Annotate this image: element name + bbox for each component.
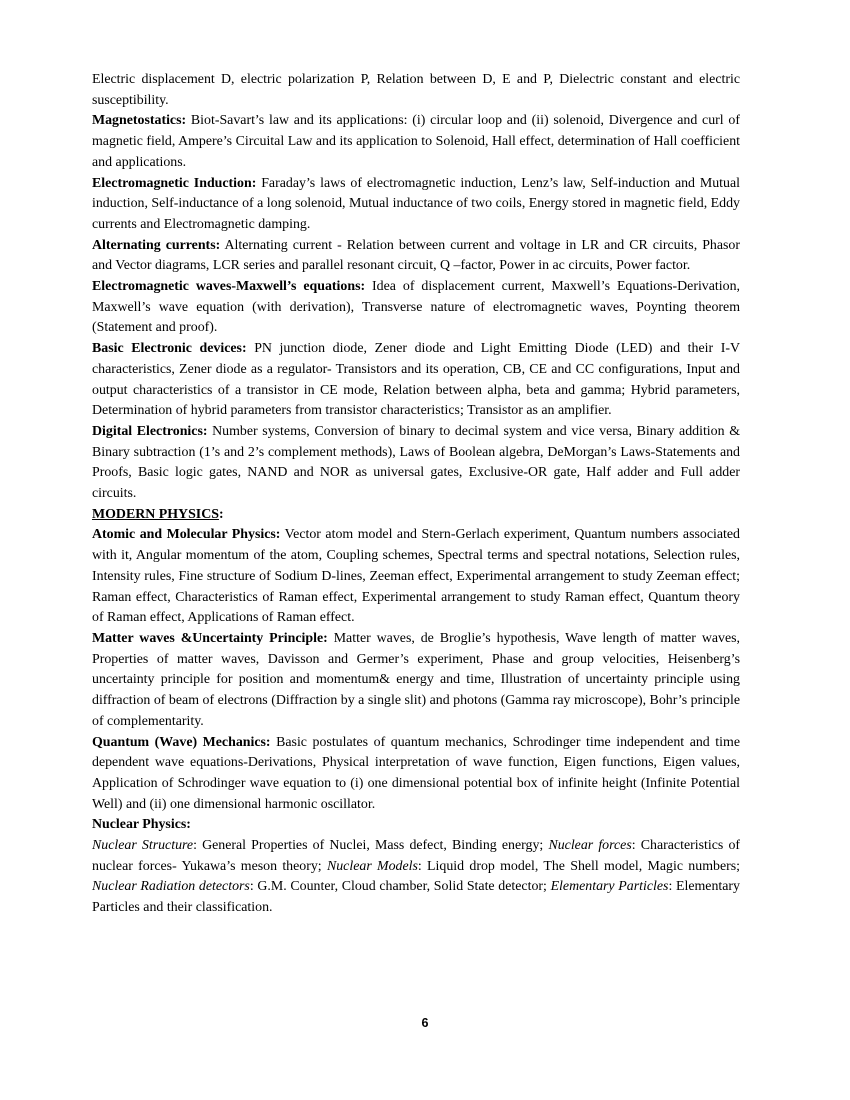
section-body: Matter waves, de Broglie’s hypothesis, Wave length of matter waves, Properties of matter waves, Davisson and Germer’s experiment, Phase and group velocities, Heisenberg’s uncertainty principle for position and momentum& energy and time, Illustration of uncertainty principle using diffraction of beam of electrons (Diffraction by a single slit) and photons (Gamma ray microscope), Bohr’s principle of complementarity. <box>92 630 740 729</box>
section-body: Alternating current - Relation between current and voltage in LR and CR circuits, Phasor and Vector diagrams, LCR series and parallel resonant circuit, Q –factor, Power in ac circuits, Power factor. <box>92 237 741 274</box>
page-number: 6 <box>421 1016 429 1030</box>
nuclear-forces-body: : Characteristics of nuclear forces- Yukawa’s meson theory; <box>92 838 741 874</box>
modern-physics-heading <box>92 505 740 526</box>
nuclear-structure-body: : General Properties of Nuclei, Mass defect, Binding energy; <box>193 838 549 854</box>
section-title: Basic Electronic devices: <box>92 341 247 357</box>
section-alternating-currents <box>92 236 740 277</box>
heading-colon: : <box>218 506 224 522</box>
nuclear-detectors-body: : G.M. Counter, Cloud chamber, Solid State detector; <box>249 879 551 895</box>
elementary-particles-body: : Elementary Particles and their classification. <box>92 879 741 916</box>
section-body: Basic postulates of quantum mechanics, Schrodinger time independent and time dependent wave equations-Derivations, Physical interpretation of wave function, Eigen functions, Eigen values, Application of Schrodinger wave equation to (i) one dimensional potential box of infinite height (Infinite Potential Well) and (ii) one dimensional harmonic oscillator. <box>92 734 740 812</box>
section-body: Faraday’s laws of electromagnetic induction, Lenz’s law, Self-induction and Mutual induction, Self-inductance of a long solenoid, Mutual inductance of two coils, Energy stored in magnetic field, Eddy currents and Electromagnetic damping. <box>92 175 740 232</box>
section-title: Magnetostatics: <box>92 113 187 129</box>
section-basic-electronic-devices <box>92 339 740 422</box>
section-title: Atomic and Molecular Physics: <box>92 527 281 543</box>
section-title: Digital Electronics: <box>92 423 208 439</box>
nuclear-physics-title: Nuclear Physics: <box>92 817 191 833</box>
section-digital-electronics <box>92 422 740 505</box>
nuclear-detectors-label: Nuclear Radiation detectors <box>92 879 250 895</box>
section-body: Biot-Savart’s law and its applications: (i) circular loop and (ii) solenoid, Divergence and curl of magnetic field, Ampere’s Circuital Law and its application to Solenoid, Hall effect, determination of Hall coefficient and applications. <box>92 113 740 170</box>
section-electromagnetic-induction <box>92 174 740 236</box>
heading-text: MODERN PHYSICS <box>92 506 219 522</box>
section-electrostatics-continued <box>92 70 740 111</box>
section-nuclear-physics <box>92 836 740 919</box>
nuclear-structure-label: Nuclear Structure <box>92 838 194 854</box>
section-maxwell-equations <box>92 277 740 339</box>
section-body: Vector atom model and Stern-Gerlach experiment, Quantum numbers associated with it, Angular momentum of the atom, Coupling schemes, Spectral terms and spectral notations, Selection rules, Intensity rules, Fine structure of Sodium D-lines, Zeeman effect, Experimental arrangement to study Zeeman effect; Raman effect, Characteristics of Raman effect, Experimental arrangement to study Raman effect, Quantum theory of Raman effect, Applications of Raman effect. <box>92 527 740 626</box>
section-title: Matter waves &Uncertainty Principle: <box>92 630 328 646</box>
elementary-particles-label: Elementary Particles <box>550 879 669 895</box>
nuclear-models-body: : Liquid drop model, The Shell model, Magic numbers; <box>417 858 741 874</box>
section-title: Quantum (Wave) Mechanics: <box>92 734 271 750</box>
section-body: Number systems, Conversion of binary to decimal system and vice versa, Binary addition & Binary subtraction (1’s and 2’s complement methods), Laws of Boolean algebra, DeMorgan’s Laws-Statements and Proofs, Basic logic gates, NAND and NOR as universal gates, Exclusive-OR gate, Half adder and Full adder circuits. <box>92 423 740 502</box>
section-body: Idea of displacement current, Maxwell’s Equations-Derivation, Maxwell’s wave equation (with derivation), Transverse nature of electromagnetic waves, Poynting theorem (Statement and proof). <box>92 279 740 336</box>
section-quantum-mechanics <box>92 733 740 816</box>
nuclear-forces-label: Nuclear forces <box>548 838 632 854</box>
document-page <box>92 70 740 919</box>
section-title: Electromagnetic Induction: <box>92 175 257 191</box>
section-body: PN junction diode, Zener diode and Light Emitting Diode (LED) and their I-V characteristics, Zener diode as a regulator- Transistors and its operation, CB, CE and CC configurations, Input and output characteristics of a transistor in CE mode, Relation between alpha, beta and gamma; Hybrid parameters, Determination of hybrid parameters from transistor characteristics; Transistor as an amplifier. <box>92 341 740 419</box>
nuclear-models-label: Nuclear Models <box>326 858 418 874</box>
section-body: Electric displacement D, electric polarization P, Relation between D, E and P, Dielectric constant and electric susceptibility. <box>92 72 740 108</box>
section-matter-waves <box>92 629 740 733</box>
section-title: Alternating currents: <box>92 237 221 253</box>
section-atomic-molecular-physics <box>92 525 740 629</box>
section-magnetostatics <box>92 111 740 173</box>
section-title: Electromagnetic waves-Maxwell’s equations: <box>92 279 366 295</box>
